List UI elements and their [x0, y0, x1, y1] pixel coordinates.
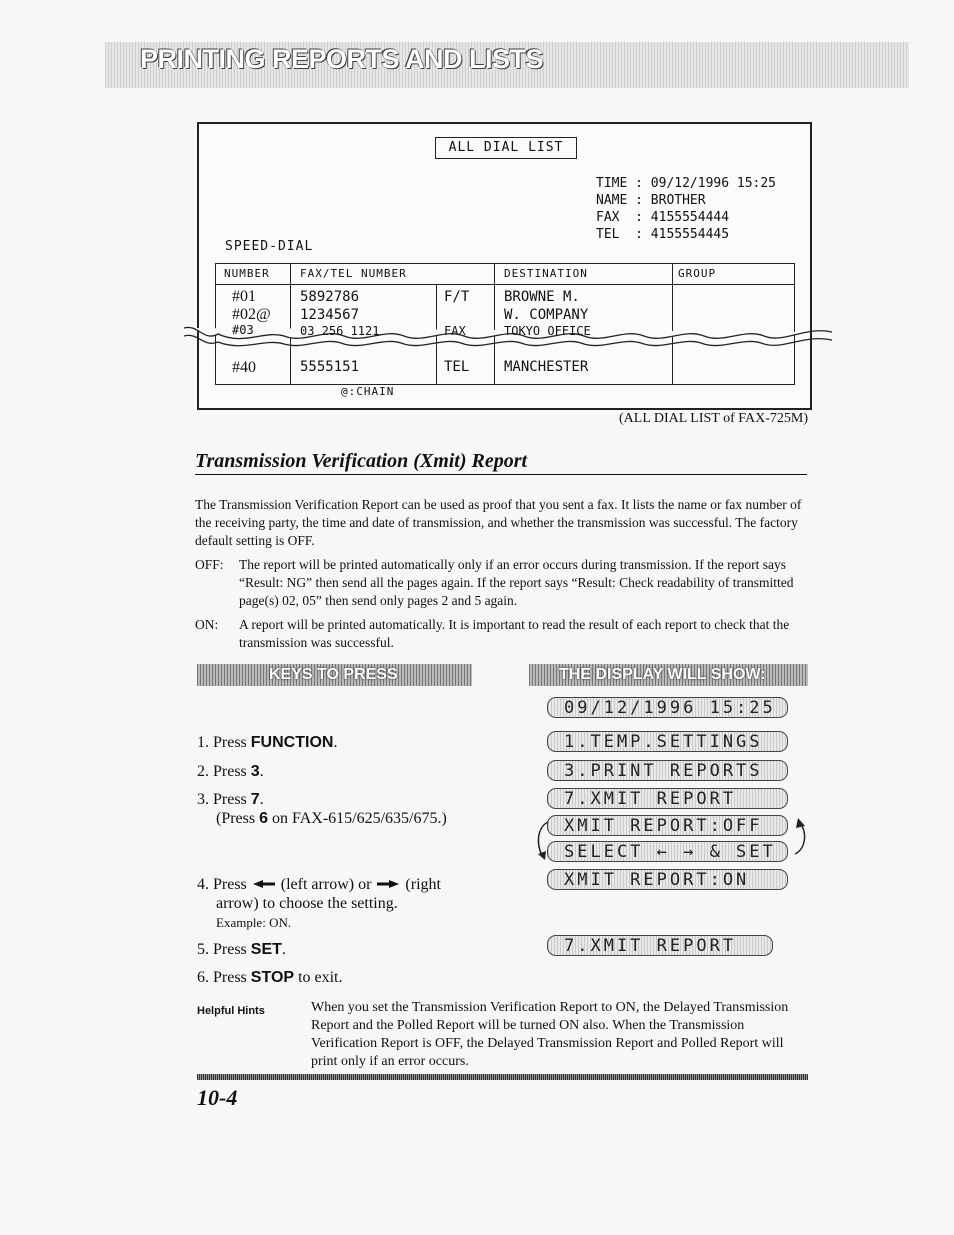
- lcd-select-set: SELECT ← → & SET: [547, 841, 788, 862]
- section-rule: [195, 474, 807, 475]
- step-1: 1. Press FUNCTION.: [197, 734, 338, 751]
- col-header-destination: DESTINATION: [504, 267, 588, 280]
- row-3-destination: TOKYO OFFICE: [504, 324, 591, 338]
- step-4-line2: arrow) to choose the setting.: [216, 895, 398, 912]
- alternate-arrow-right-icon: [791, 814, 809, 860]
- step-4-example: Example: ON.: [216, 915, 292, 930]
- row-2-destination: W. COMPANY: [504, 307, 589, 323]
- lcd-print-reports: 3.PRINT REPORTS: [547, 760, 788, 781]
- row-1-type: F/T: [444, 289, 470, 305]
- speed-dial-table: [215, 263, 795, 385]
- row-3-number: #03: [232, 323, 254, 337]
- keys-to-press-header: KEYS TO PRESS: [197, 664, 472, 686]
- report-title: ALL DIAL LIST: [435, 137, 577, 159]
- chain-footnote: @:CHAIN: [341, 385, 395, 398]
- row-4-destination: MANCHESTER: [504, 359, 589, 375]
- helpful-hints-label: Helpful Hints: [197, 1005, 265, 1017]
- row-1-fax: 5892786: [300, 289, 360, 305]
- speed-dial-label: SPEED-DIAL: [225, 239, 314, 254]
- all-dial-list-sample: [197, 122, 812, 410]
- row-4-fax: 5555151: [300, 359, 360, 375]
- col-header-group: GROUP: [678, 267, 717, 280]
- stop-key: STOP: [250, 969, 295, 986]
- display-will-show-header: THE DISPLAY WILL SHOW:: [529, 664, 808, 686]
- function-key: FUNCTION: [250, 734, 334, 751]
- step-5: 5. Press SET.: [197, 941, 286, 958]
- intro-paragraph: The Transmission Verification Report can be used as proof that you sent a fax. It lists the name or fax number of the receiving party, the time and date of transmission, and whether the transmission was successful. The factory default setting is OFF.: [195, 497, 802, 548]
- step-2: 2. Press 3.: [197, 763, 264, 780]
- row-3-fax: 03 256 1121: [300, 324, 380, 338]
- col-header-fax-tel: FAX/TEL NUMBER: [300, 267, 407, 280]
- step-4: 4. Press (left arrow) or (right: [197, 876, 441, 893]
- row-1-number: #01: [232, 288, 256, 305]
- col-header-number: NUMBER: [224, 267, 270, 280]
- key-7: 7: [250, 791, 260, 808]
- section-title: Transmission Verification (Xmit) Report: [195, 450, 528, 472]
- report-info: TIME : 09/12/1996 15:25 NAME : BROTHER FAX : 4155554444 TEL : 4155554445: [596, 176, 777, 242]
- lcd-date-time: 09/12/1996 15:25: [547, 697, 788, 718]
- set-key: SET: [250, 941, 282, 958]
- off-description: The report will be printed automatically only if an error occurs during transmission. If the report says “Result: NG” then send all the pages again. If the report says “Result: Check readability of transmitted page(s) 02, 05” then send only pages 2 and 5 again.: [239, 557, 794, 608]
- step-3-note: (Press 6 on FAX-615/625/635/675.): [216, 810, 447, 827]
- page-number: 10-4: [197, 1085, 238, 1110]
- row-2-number: #02@: [232, 306, 271, 323]
- helpful-hints-text: When you set the Transmission Verification Report to ON, the Delayed Transmission Report and the Polled Report will be turned ON also. When the Transmission Verification Report is OFF, the Delayed Transmission Report and Polled Report will print only if an error occurs.: [311, 1000, 789, 1069]
- report-caption: (ALL DIAL LIST of FAX-725M): [619, 411, 808, 426]
- lcd-xmit-report-final: 7.XMIT REPORT: [547, 935, 773, 956]
- alternate-arrow-left-icon: [534, 818, 552, 864]
- lcd-xmit-report: 7.XMIT REPORT: [547, 788, 788, 809]
- lcd-xmit-report-on: XMIT REPORT:ON: [547, 869, 788, 890]
- on-label: ON:: [195, 617, 219, 632]
- right-arrow-icon: [375, 876, 401, 894]
- off-label: OFF:: [195, 557, 224, 572]
- left-arrow-icon: [251, 876, 277, 894]
- footer-rule: [197, 1074, 808, 1080]
- row-4-type: TEL: [444, 359, 470, 375]
- key-3: 3: [250, 763, 260, 780]
- row-4-number: #40: [232, 359, 256, 376]
- key-6: 6: [259, 810, 269, 827]
- row-2-fax: 1234567: [300, 307, 360, 323]
- row-1-destination: BROWNE M.: [504, 289, 580, 305]
- lcd-xmit-report-off: XMIT REPORT:OFF: [547, 815, 788, 836]
- page-header-title: PRINTING REPORTS AND LISTS: [140, 44, 544, 74]
- on-description: A report will be printed automatically. It is important to read the result of each report to check that the transmission was successful.: [239, 617, 790, 650]
- step-3: 3. Press 7.: [197, 791, 264, 808]
- step-6: 6. Press STOP to exit.: [197, 969, 343, 986]
- row-3-type: FAX: [444, 324, 466, 338]
- lcd-temp-settings: 1.TEMP.SETTINGS: [547, 731, 788, 752]
